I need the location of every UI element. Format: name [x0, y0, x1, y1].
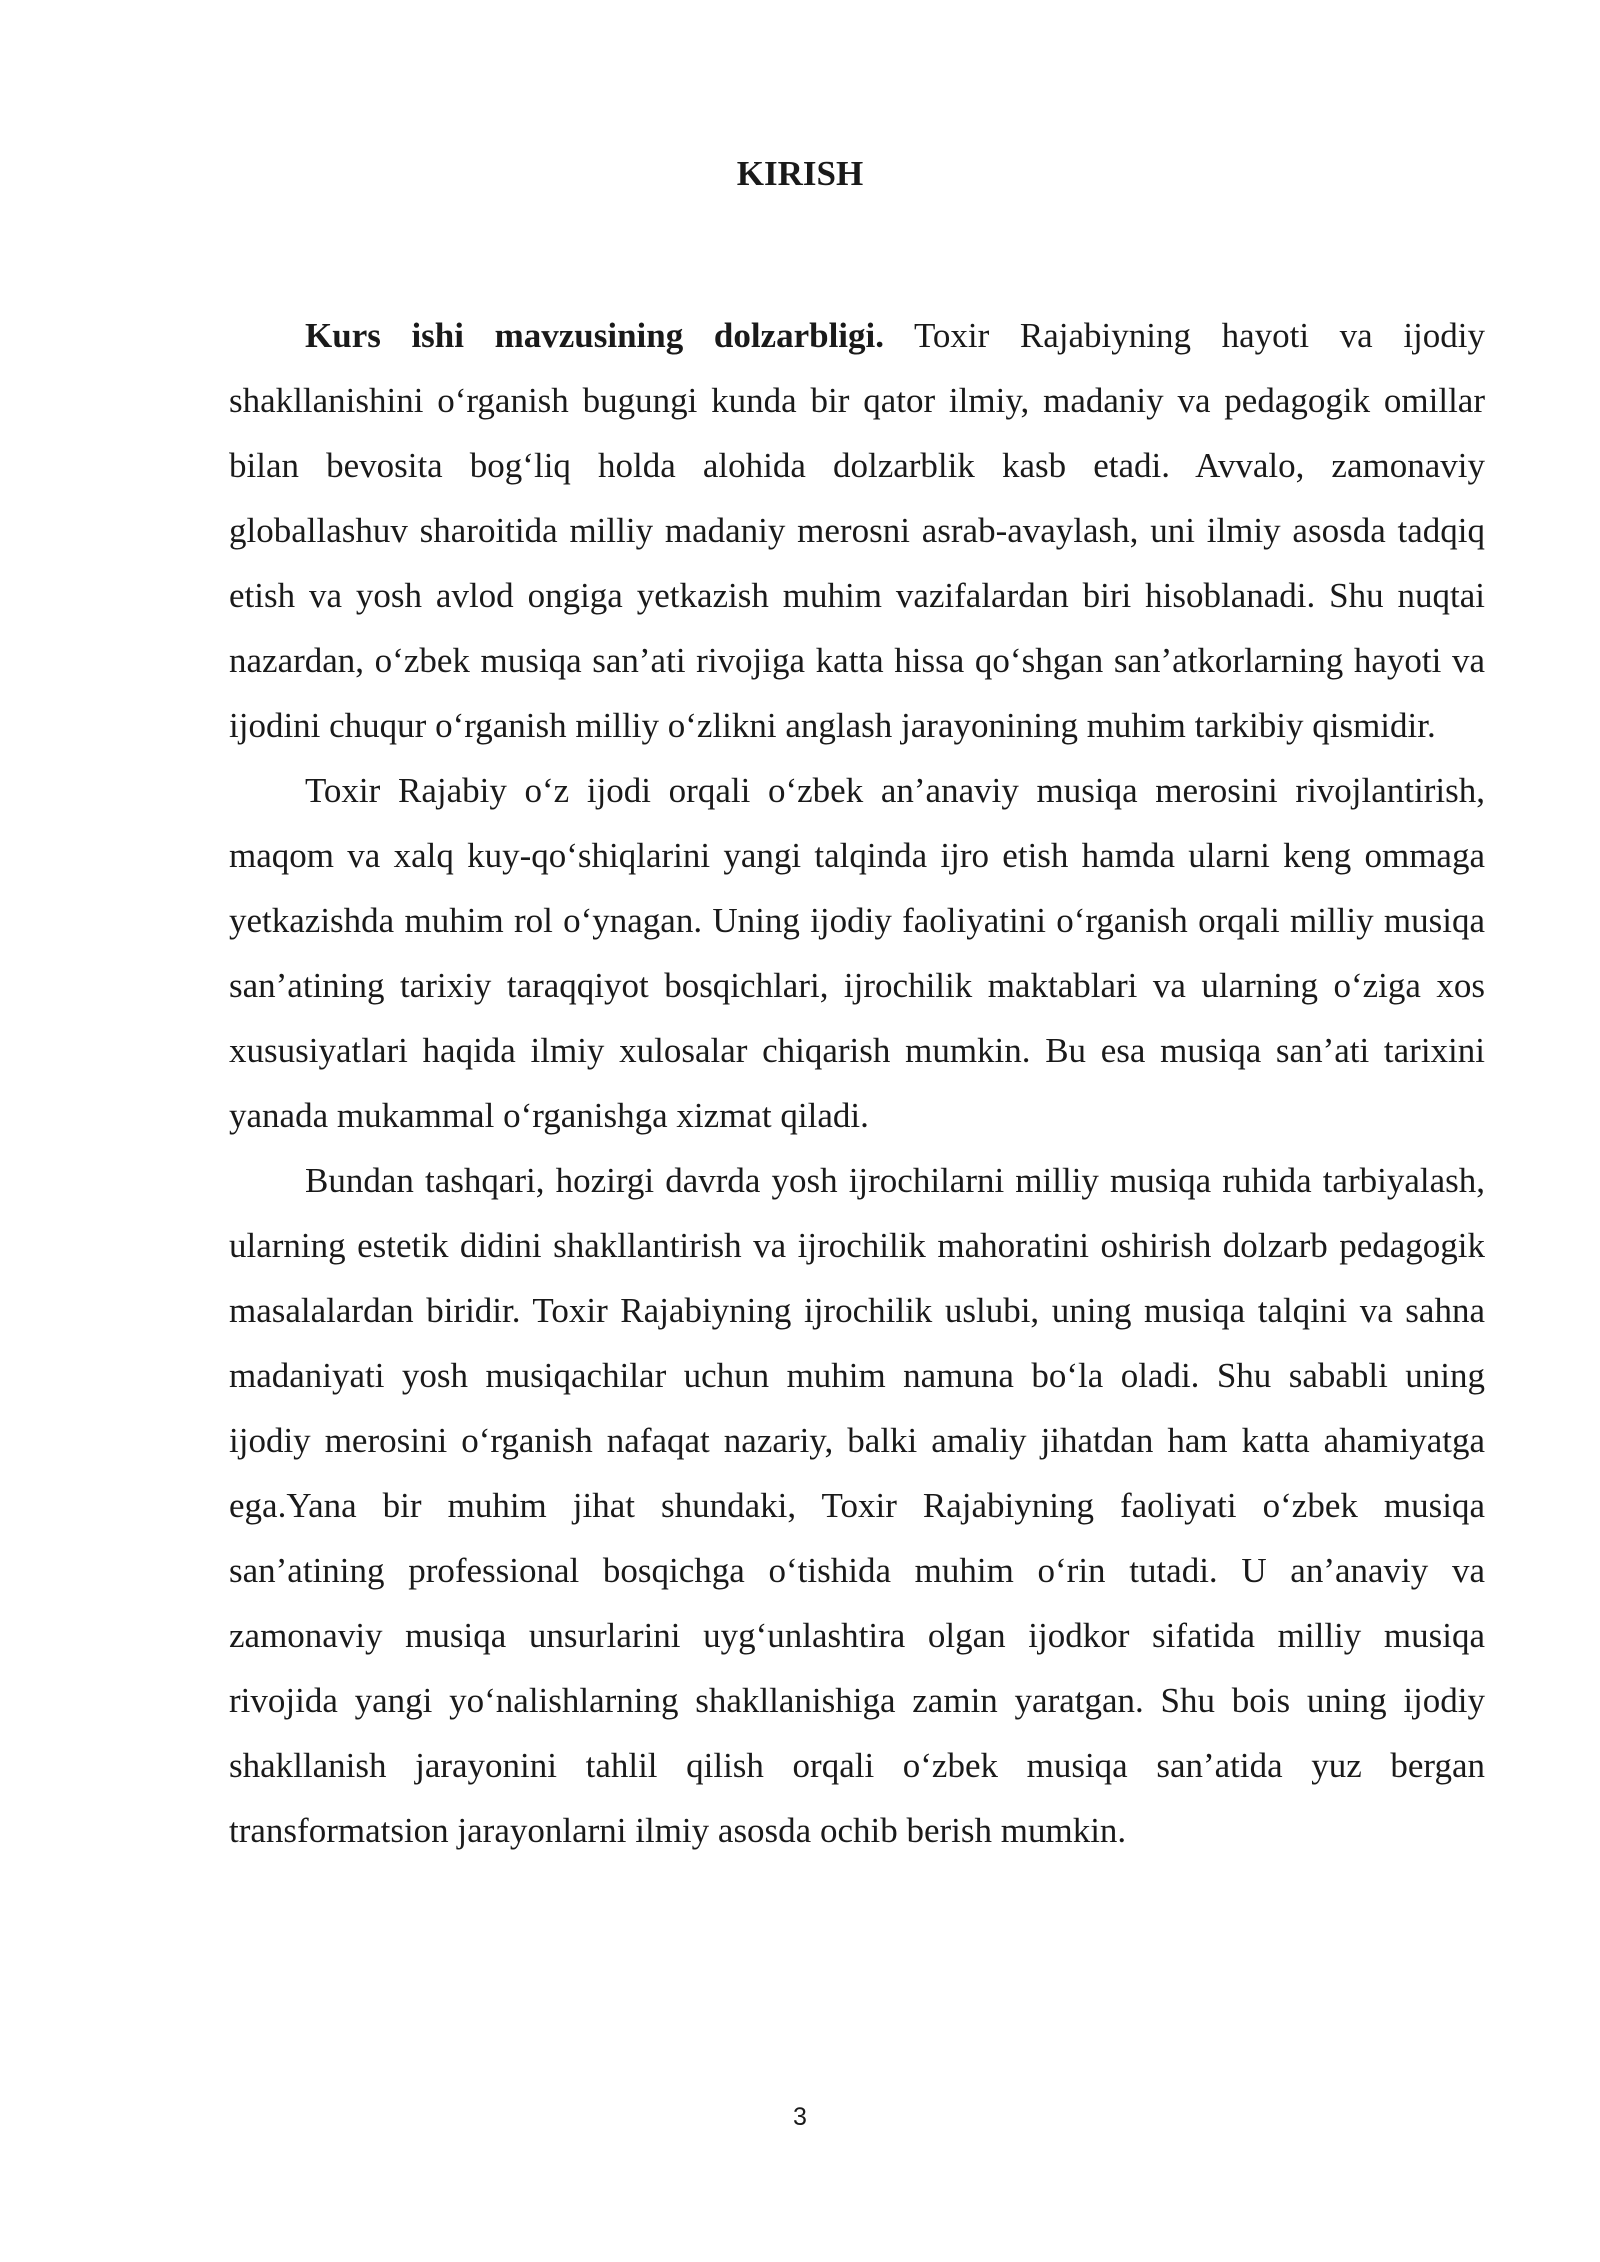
paragraph-pedagogy [229, 1148, 1485, 1863]
paragraph-text: Bundan tashqari, hozirgi davrda yosh ijrochilarni milliy musiqa ruhida tarbiyalash, ularning estetik didini shakllantirish va ijrochilik mahoratini oshirish dolzarb pedagogik masalalardan biridir. Toxir Rajabiyning ijrochilik uslubi, uning musiqa talqini va sahna madaniyati yosh musiqachilar uchun muhim namuna bo‘la oladi. Shu sababli uning ijodiy merosini o‘rganish nafaqat nazariy, balki amaliy jihatdan ham katta ahamiyatga ega.Yana bir muhim jihat shundaki, Toxir Rajabiyning faoliyati o‘zbek musiqa san’atining professional bosqichga o‘tishida muhim o‘rin tutadi. U an’anaviy va zamonaviy musiqa unsurlarini uyg‘unlashtira olgan ijodkor sifatida milliy musiqa rivojida yangi yo‘nalishlarning shakllanishiga zamin yaratgan. Shu bois uning ijodiy shakllanish jarayonini tahlil qilish orqali o‘zbek musiqa san’atida yuz bergan transformatsion jarayonlarni ilmiy asosda ochib berish mumkin. [229, 1161, 1485, 1850]
page-number: 3 [793, 2103, 807, 2131]
body-text [229, 303, 1485, 1863]
section-heading: KIRISH [736, 154, 864, 193]
paragraph-lead: Kurs ishi mavzusining dolzarbligi. [305, 316, 884, 355]
paragraph-text: Toxir Rajabiyning hayoti va ijodiy shakllanishini o‘rganish bugungi kunda bir qator ilmiy, madaniy va pedagogik omillar bilan bevosita bog‘liq holda alohida dolzarblik kasb etadi. Avvalo, zamonaviy globallashuv sharoitida milliy madaniy merosni asrab-avaylash, uni ilmiy asosda tadqiq etish va yosh avlod ongiga yetkazish muhim vazifalardan biri hisoblanadi. Shu nuqtai nazardan, o‘zbek musiqa san’ati rivojiga katta hissa qo‘shgan san’atkorlarning hayoti va ijodini chuqur o‘rganish milliy o‘zlikni anglash jarayonining muhim tarkibiy qismidir. [229, 316, 1485, 745]
paragraph-text: Toxir Rajabiy o‘z ijodi orqali o‘zbek an’anaviy musiqa merosini rivojlantirish, maqom va xalq kuy-qo‘shiqlarini yangi talqinda ijro etish hamda ularni keng ommaga yetkazishda muhim rol o‘ynagan. Uning ijodiy faoliyatini o‘rganish orqali milliy musiqa san’atining tarixiy taraqqiyot bosqichlari, ijrochilik maktablari va ularning o‘ziga xos xususiyatlari haqida ilmiy xulosalar chiqarish mumkin. Bu esa musiqa san’ati tarixini yanada mukammal o‘rganishga xizmat qiladi. [229, 771, 1485, 1135]
paragraph-heritage [229, 758, 1485, 1148]
paragraph-relevance [229, 303, 1485, 758]
